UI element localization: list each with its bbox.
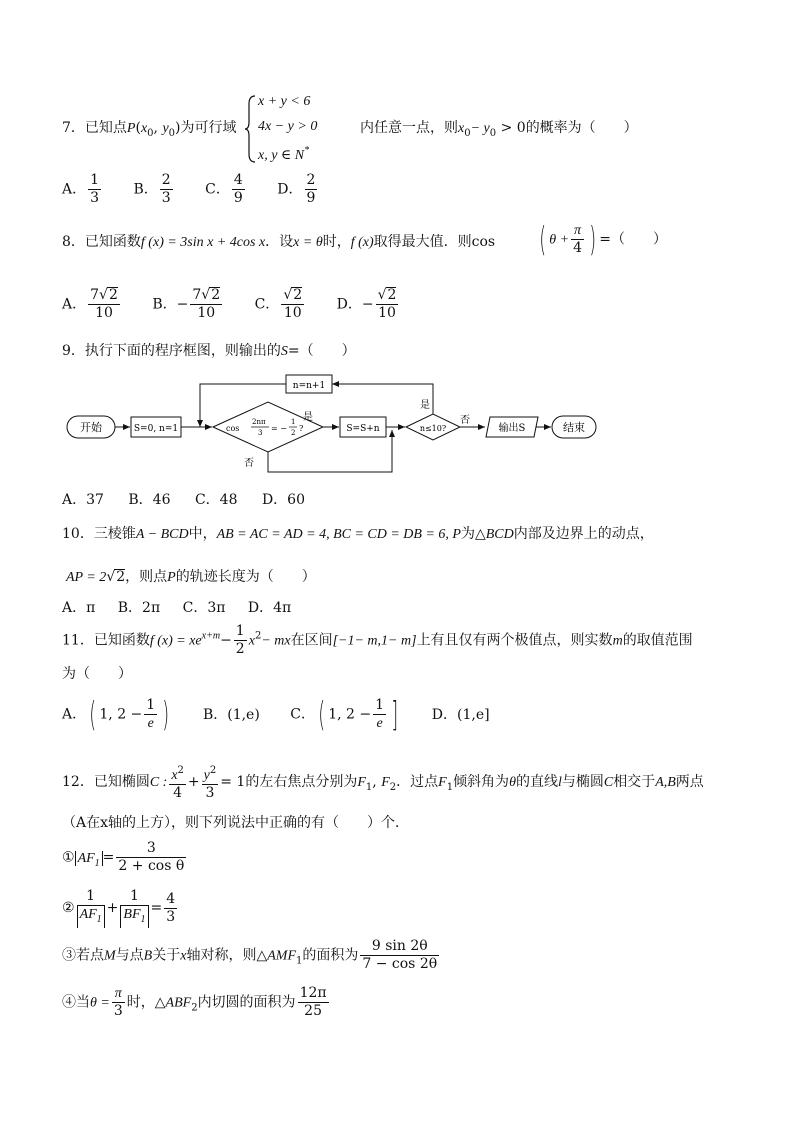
q11-stem: [62, 623, 693, 663]
q12-f1b: F: [438, 775, 447, 790]
q11-opt-a-label: A．: [62, 706, 87, 723]
q11-opt-d-value: (1,e]: [457, 706, 490, 723]
q11-opt-c-label: C．: [290, 706, 315, 723]
q7-opt-d-label: D．: [277, 181, 303, 198]
flow-half-num: 1: [291, 418, 296, 426]
q11-exponent: x+m: [201, 630, 221, 642]
q10-option-c[interactable]: C．3π: [182, 600, 226, 616]
flow-end-label: 结束: [563, 421, 585, 434]
q11-half-num: 1: [235, 623, 245, 639]
brace-icon: [245, 94, 257, 164]
flow-init-label: S=0, n=1: [133, 424, 179, 434]
q7-sys3-text: x, y ∈ N: [258, 148, 305, 163]
q12-s1-den: 2 + cos θ: [118, 858, 185, 874]
flow-yes2-label: 是: [420, 400, 430, 411]
q12-text-8: 相交于: [613, 774, 656, 790]
q12-s3-text-3: 轴对称，则△: [186, 947, 268, 964]
q8-four: 4: [573, 240, 583, 256]
q12-c2: C: [603, 775, 614, 790]
q11-text: 11．已知函数: [62, 632, 150, 649]
q7-text-1: 已知点: [84, 120, 127, 136]
q9-option-a[interactable]: A．37: [62, 492, 104, 508]
q8-cos: cos: [471, 234, 496, 250]
q12-s4-anum: 12π: [299, 985, 327, 1001]
q11-opt-c-open: (: [318, 694, 325, 735]
q7-option-d[interactable]: [277, 172, 319, 207]
q8-text-1: 已知函数: [84, 234, 141, 250]
q8-stem: [62, 233, 495, 252]
q12-four: 4: [173, 785, 183, 801]
q7-opt-b-num: 2: [161, 172, 171, 188]
q8-opt-c-label: C．: [254, 296, 280, 313]
q12-s2-num: 4: [166, 890, 176, 907]
q8-opt-d-den: 10: [378, 305, 396, 321]
q8-pi: π: [571, 222, 584, 240]
q7-opt-a-den: 3: [90, 190, 100, 206]
q12-text-4: ．过点: [396, 774, 439, 790]
q7-x0: x: [140, 121, 148, 136]
q10-text-2: 中，: [188, 526, 217, 542]
flow-start-label: 开始: [80, 421, 102, 434]
q12-s2-af: AF: [79, 907, 97, 922]
q12-s4-abf: ABF: [165, 995, 192, 1011]
q12-s3-b: B: [143, 948, 153, 964]
q12-s4-theta: θ =: [90, 995, 110, 1011]
q9-options: [62, 491, 331, 509]
q12-s1-num: 3: [116, 840, 186, 858]
q12-stem: 12．已知椭圆C : $\frac{x^2}{4}$ + $\frac{y^2}{3}$ = 1的左右焦点分别为$F_1$, $F_2$．过点$F_1$倾斜角为θ的直线l与椭圆C相交于A,B两点: [62, 762, 704, 802]
q7-stem: 7．已知点$P(x_0$, $y_0$)为可行域: [62, 120, 237, 139]
q10-option-a[interactable]: A．π: [62, 600, 96, 616]
q11-option-a[interactable]: [62, 694, 172, 735]
q8-opt-a-rad: 2: [108, 287, 118, 303]
q7-cond-y: − y: [470, 121, 490, 136]
q8-text-5: =（ ）: [599, 231, 668, 248]
q10-stem: [62, 525, 654, 544]
q7-system-brace: [245, 94, 257, 164]
q7-opt-a-label: A．: [62, 181, 87, 198]
q9-stem: [62, 342, 356, 361]
q7-point: P: [126, 121, 136, 136]
q10-rad: 2: [116, 569, 126, 585]
q12-eq: = 1: [220, 774, 246, 790]
q10-p: P: [167, 570, 176, 585]
q11-opt-a-open: (: [89, 694, 97, 735]
q9-flowchart: [60, 368, 610, 480]
q8-xeq: x = θ: [293, 235, 323, 250]
q8-option-b[interactable]: B．− $\frac{7√2}{10}$: [152, 287, 221, 321]
flow-cond-q: ?: [299, 424, 304, 433]
q7-number: 7．: [62, 120, 85, 136]
q8-option-d[interactable]: D．− $\frac{√2}{10}$: [336, 287, 397, 321]
q11-opt-c-body: 1, 2 −: [328, 706, 372, 723]
q10-equation: AB = AC = AD = 4, BC = CD = DB = 6, P: [216, 527, 461, 542]
q7-y0: y: [162, 121, 169, 136]
q8-text-4: 取得最大值．则: [373, 234, 472, 250]
q11-option-d[interactable]: [432, 706, 490, 724]
q9-s: S: [280, 344, 288, 359]
q8-opt-c-rad: 2: [293, 287, 303, 303]
q12-text-3: 的左右焦点分别为: [245, 774, 358, 790]
q12-s2-label: ②: [62, 900, 75, 916]
flow-cos-text: cos: [226, 424, 240, 433]
q9-text: 9．执行下面的程序框图，则输出的: [62, 343, 281, 359]
q11-m: m: [612, 633, 623, 649]
q12-s3-num: 9 sin 2θ: [360, 938, 439, 956]
q12-s3-text-4: 的面积为: [302, 947, 359, 964]
q11-text-6: 上有且仅有两个极值点，则实数: [416, 632, 613, 649]
q11-opt-c-num: 1: [375, 697, 385, 713]
q12-theta: θ: [509, 775, 516, 790]
q12-s3-den: 7 − cos 2θ: [362, 956, 438, 972]
q11-opt-c-close: ]: [391, 694, 399, 735]
q7-stem-tail: 内任意一点，则$x_0- y_0 > 0$的概率为（ ）: [360, 120, 638, 139]
q7-sys-line-1: x + y < 6: [258, 94, 311, 109]
q7-opt-a-num: 1: [90, 172, 100, 188]
q7-text-2: 为可行域: [180, 120, 237, 136]
q11-function: f (x) = xe: [149, 633, 202, 649]
q12-text: 12．已知椭圆: [62, 774, 150, 790]
q10-bcd: BCD: [485, 527, 514, 542]
flow-yes-label: 是: [303, 412, 313, 423]
q12-f1: F: [357, 775, 366, 790]
q12-l: l: [557, 775, 562, 790]
q12-s2-bf: BF: [123, 907, 141, 922]
q8-opt-a-coef: 7: [90, 287, 100, 303]
q7-option-a[interactable]: [62, 172, 103, 207]
q12-s4-text: 时，△: [126, 994, 166, 1011]
flow-half-den: 2: [291, 429, 296, 437]
q7-option-b[interactable]: [134, 172, 175, 207]
q10-option-d[interactable]: D．4π: [247, 600, 292, 616]
q12-statement-2[interactable]: ② $\frac{1}{AF_1}$ + $\frac{1}{BF_1}$ = $\frac{4}{3}$: [62, 888, 179, 928]
q12-three: 3: [205, 785, 215, 801]
q11-opt-b-value: (1,e): [227, 706, 260, 723]
q12-line-2: （A在x轴的上方），则下列说法中正确的有（ ）个．: [62, 815, 410, 831]
q8-text-3: 时，: [322, 234, 351, 250]
q12-text-5: 倾斜角为: [453, 774, 510, 790]
q11-text-7: 的取值范围: [622, 632, 693, 649]
q9-option-c[interactable]: C．48: [194, 492, 238, 508]
q7-options: [62, 172, 345, 212]
q12-s3-text-2: 关于: [152, 947, 181, 964]
q12-x: x: [171, 768, 178, 783]
q12-c: C :: [149, 775, 168, 790]
q11-x: x: [248, 633, 255, 649]
q12-s3-m: M: [104, 948, 116, 964]
q12-y: y: [203, 768, 210, 783]
q7-cond-x: x: [458, 121, 465, 136]
flow-output-label: 输出S: [498, 423, 526, 434]
q8-cos-arg: ( θ + $\frac{\pi}{4}$ ) =（ ）: [539, 219, 668, 260]
q8-function: f (x) = 3sin x + 4cos x: [140, 235, 266, 250]
q7-opt-d-den: 9: [306, 190, 316, 206]
flow-incr-label: n=n+1: [292, 381, 326, 391]
q10-text-3: 为△: [460, 526, 486, 542]
q10-text-5: ，则点: [125, 569, 168, 585]
flow-cos-eq: = −: [271, 424, 287, 433]
q7-cond-gt: > 0: [500, 120, 526, 136]
q7-opt-b-den: 3: [161, 190, 171, 206]
q7-opt-c-den: 9: [233, 190, 243, 206]
q8-option-c[interactable]: C． $\frac{√2}{10}$: [254, 287, 303, 321]
q12-s4-label: ④当: [62, 994, 90, 1011]
q11-opt-c-den: e: [376, 716, 383, 731]
q10-text-4: 内部及边界上的动点，: [513, 526, 654, 542]
q8-option-a[interactable]: A． $\frac{7√2}{10}$: [62, 287, 118, 321]
q7-text-3: 内任意一点，则: [360, 120, 458, 136]
q10-options: [62, 599, 317, 617]
q11-opt-a-body: 1, 2 −: [99, 706, 143, 723]
q12-s4-num: π: [112, 985, 125, 1003]
q12-text-7: 与椭圆: [561, 774, 604, 790]
q8-number: 8．: [62, 234, 85, 250]
q8-opt-c-den: 10: [283, 305, 302, 321]
q7-option-c[interactable]: [205, 172, 247, 207]
q7-sys-line-2: 4x − y > 0: [258, 119, 318, 134]
q10-abcd: A − BCD: [135, 527, 189, 542]
q7-sys-line-3: [258, 145, 309, 164]
q11-option-b[interactable]: [203, 706, 260, 724]
q8-theta: θ +: [549, 232, 570, 248]
q12-plus: +: [187, 774, 200, 790]
q8-opt-d-sign: −: [361, 296, 374, 313]
q11-square: 2: [254, 630, 262, 642]
q11-text-5: 在区间: [290, 632, 333, 649]
q10-option-b[interactable]: B．2π: [117, 600, 161, 616]
q12-statement-3[interactable]: ③若点M与点B关于x轴对称，则$\triangle AMF_1$的面积为 $\frac{9 \sin 2\theta}{7 - \cos 2\theta}$: [62, 938, 438, 972]
q11-opt-a-den: e: [147, 716, 154, 731]
q10-ap: AP = 2: [66, 570, 107, 585]
q12-text-6: 的直线: [515, 774, 558, 790]
q12-s1-af: AF: [77, 850, 95, 866]
q11-minus: −: [220, 632, 232, 649]
q8-fx: f (x): [350, 235, 374, 250]
q12-s4-aden: 25: [304, 1003, 322, 1019]
q7-sys3-sup: *: [304, 145, 310, 156]
q8-opt-a-den: 10: [95, 305, 113, 321]
q12-s4-text-2: 内切圆的面积为: [197, 994, 296, 1011]
q8-opt-b-coef: 7: [192, 287, 202, 303]
flow-loop-label: n≤10?: [419, 424, 447, 433]
q7-opt-c-num: 4: [233, 172, 243, 188]
q8-text-2: ．设: [265, 234, 294, 250]
flow-cos-num: 2nπ: [252, 418, 266, 426]
q12-statement-4[interactable]: ④当θ = $\frac{\pi}{3}$ 时，$\triangle ABF_2$内切圆的面积为 $\frac{12\pi}{25}$: [62, 985, 327, 1019]
q12-s1-label: ①: [62, 849, 75, 866]
q12-statement-1[interactable]: ① $AF_1$ = $\frac{3}{\text{2 + cos θ}}$: [62, 840, 185, 874]
flow-cos-den: 3: [258, 429, 263, 437]
q11-opt-b-label: B．: [202, 706, 228, 723]
q8-opt-d-rad: 2: [387, 287, 397, 303]
q12-s3-amf: AMF: [267, 948, 296, 964]
q10-text: 10．三棱锥: [62, 526, 136, 542]
q12-s4-den: 3: [113, 1003, 123, 1019]
q11-opt-a-num: 1: [146, 697, 156, 713]
q8-opt-b-den: 10: [197, 305, 216, 321]
q8-options: [62, 287, 426, 329]
flow-no2-label: 否: [460, 415, 470, 426]
q10-stem-2: AP = 2√2，则点P的轨迹长度为（ ）: [66, 569, 316, 585]
flow-no-label: 否: [244, 458, 254, 469]
q12-s3-label: ③若点: [62, 947, 104, 964]
q11-stem-2: 为（ ）: [62, 666, 132, 682]
q11-half-den: 2: [235, 641, 245, 657]
q7-opt-d-num: 2: [306, 172, 316, 188]
q8-opt-d-label: D．: [336, 296, 362, 313]
q11-interval: [−1− m,1− m]: [332, 633, 417, 649]
q12-text-9: 两点: [675, 774, 704, 790]
q9-text-2: =（ ）: [287, 343, 356, 359]
q8-opt-a-label: A．: [62, 296, 87, 313]
q10-text-6: 的轨迹长度为（ ）: [175, 569, 316, 585]
q11-opt-d-label: D．: [431, 706, 458, 723]
q8-opt-b-sign: −: [176, 296, 189, 313]
q7-opt-b-label: B．: [133, 181, 158, 198]
q7-opt-c-label: C．: [205, 181, 230, 198]
q12-s2-den: 3: [166, 908, 176, 925]
q12-s3-text: 与点: [115, 947, 144, 964]
q12-ab: A,B: [655, 775, 676, 790]
q11-mx: − mx: [261, 633, 291, 649]
q7-text-4: 的概率为（ ）: [525, 120, 638, 136]
q9-option-b[interactable]: B．46: [128, 492, 171, 508]
q8-opt-b-label: B．: [152, 296, 177, 313]
q11-opt-a-close: ): [162, 694, 170, 735]
q8-opt-b-rad: 2: [211, 287, 221, 303]
q11-option-c[interactable]: [290, 694, 401, 735]
q9-option-d[interactable]: D．60: [261, 492, 305, 508]
q12-s3-x: x: [180, 948, 187, 964]
flow-update-label: S=S+n: [346, 424, 380, 434]
q11-options: [62, 694, 516, 737]
